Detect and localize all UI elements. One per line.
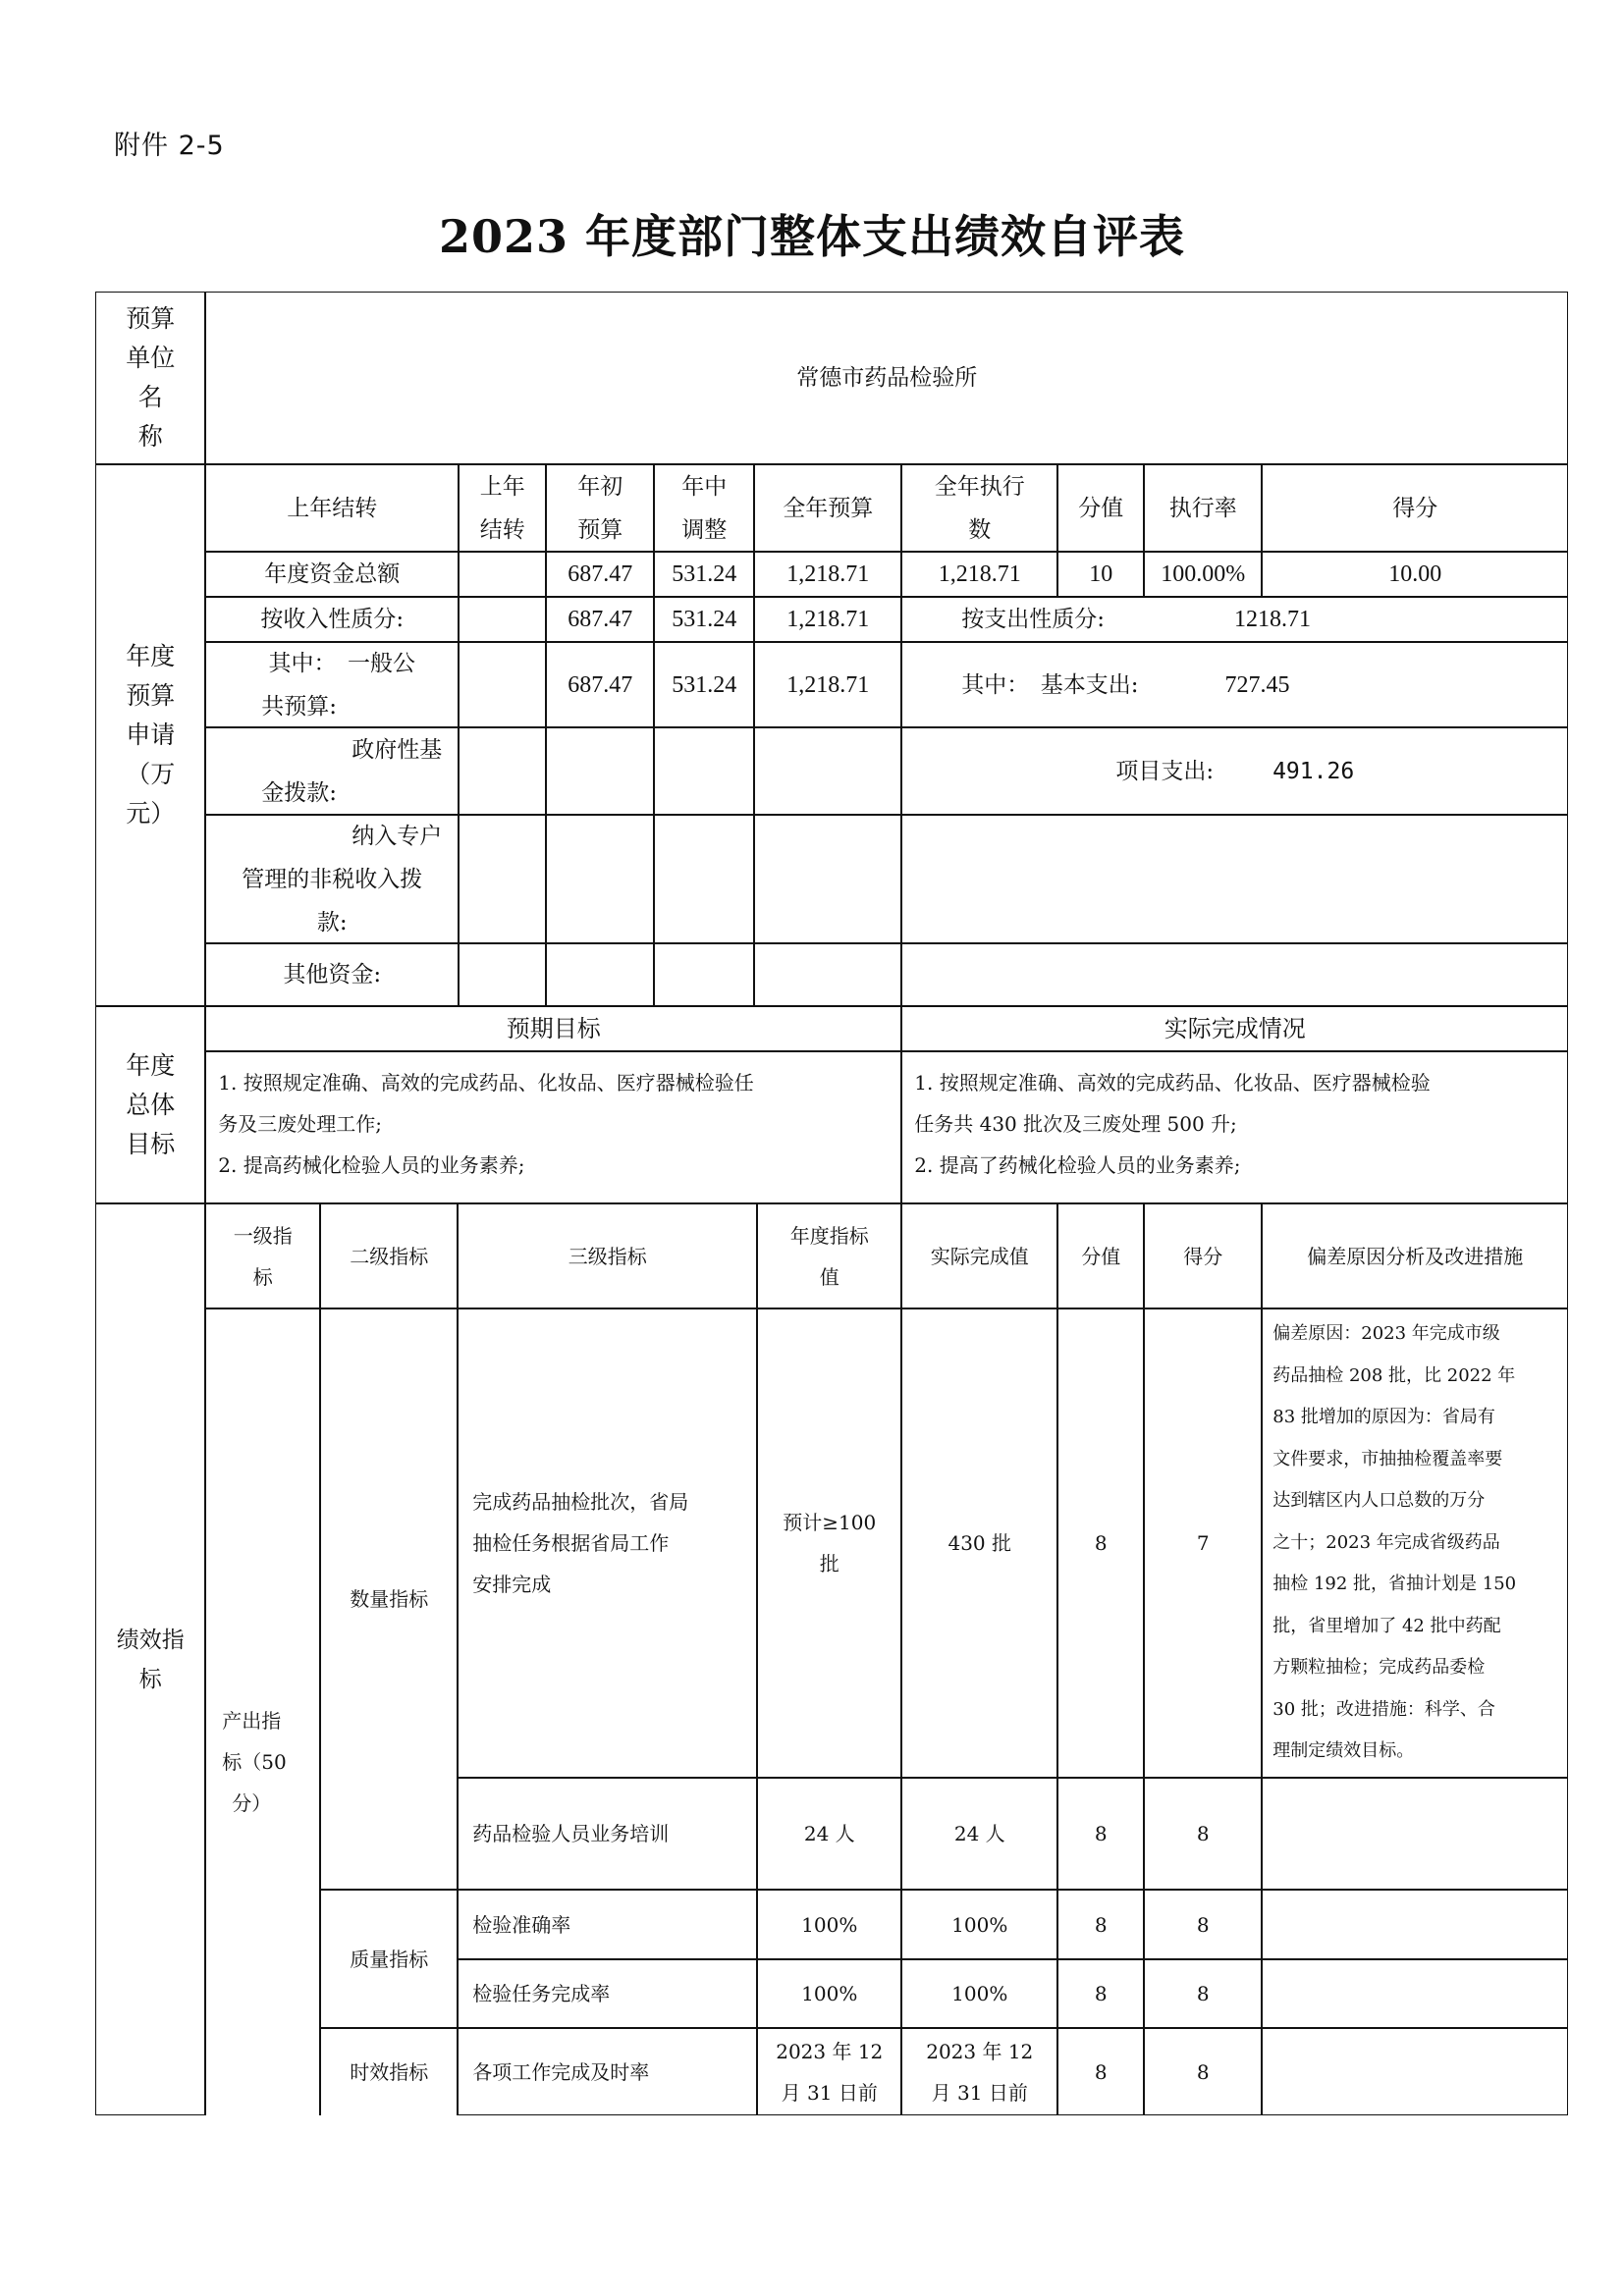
deviation-line: 30 批；改进措施：科学、合 xyxy=(1272,1698,1495,1720)
header-line: 调整 xyxy=(681,516,728,543)
header-line: 值 xyxy=(819,1264,839,1289)
label-line: 管理的非税收入拨 xyxy=(242,866,423,892)
header-indicator-score: 得分 xyxy=(1144,1203,1262,1308)
header-executed xyxy=(901,464,1057,552)
row3-weight: 8 xyxy=(1057,1959,1144,2028)
level2-quantity: 数量指标 xyxy=(320,1308,458,1890)
row2-score: 8 xyxy=(1144,1890,1262,1959)
indicators-section-label xyxy=(95,1203,205,2115)
label-line: 政府性基 xyxy=(352,736,443,763)
header-weight: 分值 xyxy=(1057,464,1144,552)
other-prev xyxy=(459,943,546,1006)
basic-expense-value: 727.45 xyxy=(1224,671,1290,698)
unit-label-line: 名 xyxy=(137,383,163,412)
deviation-line: 方颗粒抽检；完成药品委检 xyxy=(1272,1657,1486,1679)
header-level3: 三级指标 xyxy=(458,1203,757,1308)
other-funds-label: 其他资金: xyxy=(205,943,459,1006)
header-level2: 二级指标 xyxy=(320,1203,458,1308)
level1-output-indicator xyxy=(205,1308,320,2115)
row1-score: 8 xyxy=(1144,1778,1262,1890)
nontax-full-year xyxy=(754,815,901,943)
header-initial-budget xyxy=(546,464,654,552)
goals-section-label xyxy=(95,1006,205,1203)
budget-section-label xyxy=(95,464,205,1006)
row3-actual: 100% xyxy=(901,1959,1057,2028)
nontax-right xyxy=(901,815,1568,943)
total-score: 10.00 xyxy=(1262,552,1568,597)
total-midyear: 531.24 xyxy=(654,552,754,597)
level1-line: 标（50 xyxy=(222,1749,287,1774)
deviation-line: 之十；2023 年完成省级药品 xyxy=(1272,1531,1500,1553)
budget-label-line: 预算 xyxy=(126,681,176,711)
by-expense-label: 按支出性质分: xyxy=(961,607,1105,633)
target-line: 月 31 日前 xyxy=(781,2080,878,2105)
budget-label-line: 申请 xyxy=(126,721,176,750)
actual-line: 2023 年 12 xyxy=(926,2039,1034,2063)
indicators-label-line: 绩效指 xyxy=(116,1627,185,1653)
by-income-label: 按收入性质分: xyxy=(205,597,459,642)
by-income-full-year: 1,218.71 xyxy=(754,597,901,642)
level3-line: 完成药品抽检批次，省局 xyxy=(472,1490,689,1515)
budget-label-line: （万 xyxy=(126,760,176,789)
header-deviation: 偏差原因分析及改进措施 xyxy=(1262,1203,1568,1308)
total-exec-rate: 100.00% xyxy=(1144,552,1262,597)
gov-fund-initial xyxy=(546,727,654,815)
goal-line: 2. 提高了药械化检验人员的业务素养; xyxy=(914,1153,1241,1178)
unit-label-line: 单位 xyxy=(126,344,176,373)
row0-actual: 430 批 xyxy=(901,1308,1057,1778)
target-line: 批 xyxy=(819,1552,839,1576)
total-row-label: 年度资金总额 xyxy=(205,552,459,597)
gov-fund-prev xyxy=(459,727,546,815)
label-line: 款: xyxy=(316,909,348,935)
goal-line: 1. 按照规定准确、高效的完成药品、化妆品、医疗器械检验任 xyxy=(218,1071,754,1095)
goals-label-line: 目标 xyxy=(126,1129,176,1158)
budget-label-line: 元） xyxy=(126,799,176,828)
nontax-initial xyxy=(546,815,654,943)
indicators-label-line: 标 xyxy=(138,1666,162,1692)
row4-target xyxy=(757,2028,901,2115)
header-score: 得分 xyxy=(1262,464,1568,552)
level3-line: 安排完成 xyxy=(472,1573,552,1597)
project-expense-cell xyxy=(901,727,1568,815)
label-line: 其中： 一般公 xyxy=(268,650,415,676)
unit-label-line: 称 xyxy=(137,422,163,452)
nontax-midyear xyxy=(654,815,754,943)
by-expense-value: 1218.71 xyxy=(1234,607,1311,633)
by-expense-cell xyxy=(901,597,1568,642)
basic-expense-cell xyxy=(901,642,1568,727)
unit-label xyxy=(95,292,205,464)
actual-status-text xyxy=(901,1051,1568,1203)
header-line: 结转 xyxy=(479,516,525,543)
header-line: 标 xyxy=(252,1264,273,1289)
deviation-line: 达到辖区内人口总数的万分 xyxy=(1272,1490,1486,1512)
row2-actual: 100% xyxy=(901,1890,1057,1959)
goal-line: 2. 提高药械化检验人员的业务素养; xyxy=(218,1153,525,1178)
header-line: 年中 xyxy=(681,473,728,500)
general-public-prev xyxy=(459,642,546,727)
level3-line: 抽检任务根据省局工作 xyxy=(472,1531,670,1556)
project-expense-label: 项目支出: xyxy=(1115,758,1215,784)
label-line: 金拨款: xyxy=(261,779,337,806)
page-title: 2023 年度部门整体支出绩效自评表 xyxy=(438,210,1186,263)
row0-deviation xyxy=(1262,1308,1568,1778)
goals-label-line: 年度 xyxy=(126,1050,176,1080)
gov-fund-full-year xyxy=(754,727,901,815)
level2-timeliness: 时效指标 xyxy=(320,2028,458,2115)
total-weight: 10 xyxy=(1057,552,1144,597)
project-expense-value: 491.26 xyxy=(1272,758,1355,784)
header-indicator-weight: 分值 xyxy=(1057,1203,1144,1308)
other-initial xyxy=(546,943,654,1006)
header-line: 上年 xyxy=(479,473,525,500)
header-annual-target xyxy=(757,1203,901,1308)
header-exec-rate: 执行率 xyxy=(1144,464,1262,552)
row4-deviation xyxy=(1262,2028,1568,2115)
header-actual-value: 实际完成值 xyxy=(901,1203,1057,1308)
label-line: 共预算: xyxy=(261,693,337,720)
level2-quality: 质量指标 xyxy=(320,1890,458,2028)
gov-fund-label xyxy=(205,727,459,815)
goal-line: 务及三废处理工作; xyxy=(218,1112,382,1137)
budget-label-line: 年度 xyxy=(126,642,176,671)
deviation-line: 抽检 192 批，省抽计划是 150 xyxy=(1272,1574,1517,1595)
header-line: 数 xyxy=(968,516,992,543)
header-item: 上年结转 xyxy=(205,464,459,552)
row4-level3: 各项工作完成及时率 xyxy=(458,2028,757,2115)
deviation-line: 理制定绩效目标。 xyxy=(1272,1740,1415,1762)
basic-expense-label: 其中： 基本支出: xyxy=(961,671,1139,698)
deviation-line: 文件要求，市抽抽检覆盖率要 xyxy=(1272,1448,1503,1469)
nontax-label xyxy=(205,815,459,943)
general-public-label xyxy=(205,642,459,727)
nontax-prev xyxy=(459,815,546,943)
row1-weight: 8 xyxy=(1057,1778,1144,1890)
header-level1 xyxy=(205,1203,320,1308)
gov-fund-midyear xyxy=(654,727,754,815)
general-public-initial: 687.47 xyxy=(546,642,654,727)
level1-line: 产出指 xyxy=(222,1708,282,1733)
row1-actual: 24 人 xyxy=(901,1778,1057,1890)
total-prev-carryover xyxy=(459,552,546,597)
header-prev-carryover xyxy=(459,464,546,552)
goal-line: 任务共 430 批次及三废处理 500 升; xyxy=(914,1112,1237,1137)
header-line: 全年执行 xyxy=(934,473,1025,500)
row0-target xyxy=(757,1308,901,1778)
row0-score: 7 xyxy=(1144,1308,1262,1778)
header-line: 预算 xyxy=(577,516,623,543)
by-income-initial: 687.47 xyxy=(546,597,654,642)
row0-level3 xyxy=(458,1308,757,1778)
total-executed: 1,218.71 xyxy=(901,552,1057,597)
attachment-label: 附件 2-5 xyxy=(114,131,225,161)
total-full-year: 1,218.71 xyxy=(754,552,901,597)
goals-label-line: 总体 xyxy=(126,1090,176,1119)
expected-goals-header: 预期目标 xyxy=(205,1006,901,1051)
deviation-line: 偏差原因：2023 年完成市级 xyxy=(1272,1323,1500,1345)
row3-level3: 检验任务完成率 xyxy=(458,1959,757,2028)
row3-deviation xyxy=(1262,1959,1568,2028)
by-income-prev xyxy=(459,597,546,642)
unit-value: 常德市药品检验所 xyxy=(205,292,1568,464)
other-midyear xyxy=(654,943,754,1006)
other-right xyxy=(901,943,1568,1006)
target-line: 预计≥100 xyxy=(783,1511,877,1535)
total-initial: 687.47 xyxy=(546,552,654,597)
general-public-midyear: 531.24 xyxy=(654,642,754,727)
unit-label-line: 预算 xyxy=(126,304,176,334)
header-full-year-budget: 全年预算 xyxy=(754,464,901,552)
deviation-line: 药品抽检 208 批，比 2022 年 xyxy=(1272,1364,1516,1386)
row4-weight: 8 xyxy=(1057,2028,1144,2115)
row4-actual xyxy=(901,2028,1057,2115)
row2-level3: 检验准确率 xyxy=(458,1890,757,1959)
row2-weight: 8 xyxy=(1057,1890,1144,1959)
row3-target: 100% xyxy=(757,1959,901,2028)
actual-status-header: 实际完成情况 xyxy=(901,1006,1568,1051)
deviation-line: 83 批增加的原因为：省局有 xyxy=(1272,1407,1495,1428)
by-income-midyear: 531.24 xyxy=(654,597,754,642)
label-line: 纳入专户 xyxy=(352,823,443,849)
header-line: 年初 xyxy=(577,473,623,500)
actual-line: 月 31 日前 xyxy=(931,2080,1028,2105)
row1-target: 24 人 xyxy=(757,1778,901,1890)
row0-weight: 8 xyxy=(1057,1308,1144,1778)
header-line: 一级指 xyxy=(233,1223,293,1248)
header-line: 年度指标 xyxy=(789,1223,869,1248)
row2-target: 100% xyxy=(757,1890,901,1959)
header-midyear-adjust xyxy=(654,464,754,552)
level1-line: 分） xyxy=(232,1790,272,1815)
row3-score: 8 xyxy=(1144,1959,1262,2028)
target-line: 2023 年 12 xyxy=(776,2039,884,2063)
general-public-full-year: 1,218.71 xyxy=(754,642,901,727)
row1-deviation xyxy=(1262,1778,1568,1890)
other-full-year xyxy=(754,943,901,1006)
goal-line: 1. 按照规定准确、高效的完成药品、化妆品、医疗器械检验 xyxy=(914,1071,1431,1095)
row4-score: 8 xyxy=(1144,2028,1262,2115)
row1-level3: 药品检验人员业务培训 xyxy=(458,1778,757,1890)
deviation-line: 批，省里增加了 42 批中药配 xyxy=(1272,1615,1501,1636)
expected-goals-text xyxy=(205,1051,901,1203)
row2-deviation xyxy=(1262,1890,1568,1959)
